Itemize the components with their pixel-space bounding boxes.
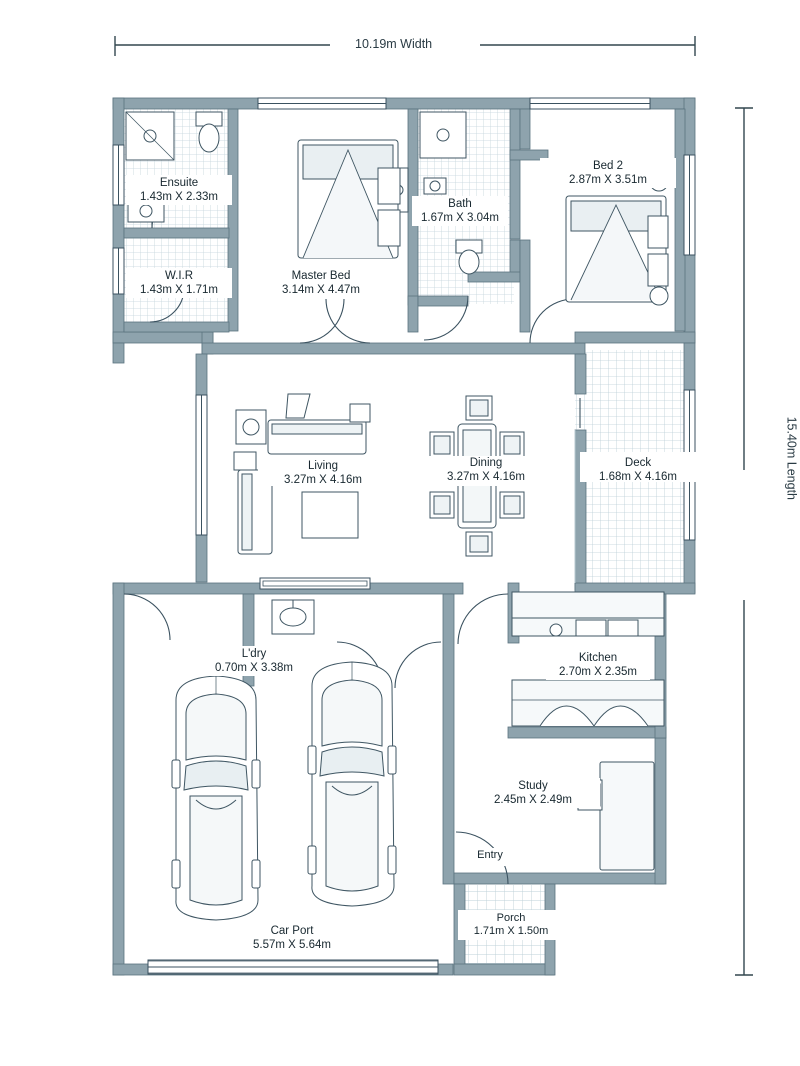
bed2-furniture — [566, 173, 668, 305]
room-name-bath: Bath — [448, 198, 472, 210]
room-dims-laundry: 0.70m X 3.38m — [215, 662, 293, 675]
room-label-kitchen — [544, 651, 652, 679]
room-label-wir — [126, 269, 232, 297]
room-dims-living: 3.27m X 4.16m — [284, 474, 362, 487]
room-dims-kitchen: 2.70m X 2.35m — [559, 666, 637, 679]
room-dims-master-bed: 3.14m X 4.47m — [282, 284, 360, 297]
room-label-master-bed — [256, 269, 386, 297]
room-name-carport: Car Port — [270, 925, 314, 937]
room-label-porch — [456, 912, 566, 939]
room-dims-study: 2.45m X 2.49m — [494, 794, 572, 807]
room-name-porch: Porch — [496, 912, 526, 924]
room-name-laundry: L'dry — [241, 648, 267, 660]
room-dims-deck: 1.68m X 4.16m — [599, 471, 677, 484]
room-label-carport — [220, 924, 364, 952]
room-name-deck: Deck — [624, 457, 652, 469]
car-left — [172, 676, 260, 920]
room-name-wir: W.I.R — [164, 270, 194, 282]
room-name-study: Study — [518, 780, 548, 792]
room-dims-wir: 1.43m X 1.71m — [140, 284, 218, 297]
room-label-laundry — [196, 647, 312, 675]
room-label-living — [256, 459, 390, 487]
dimension-length — [735, 108, 755, 975]
car-right — [308, 662, 396, 906]
room-name-master-bed: Master Bed — [291, 270, 351, 282]
room-dims-ensuite: 1.43m X 2.33m — [140, 191, 218, 204]
room-label-bath — [412, 197, 508, 225]
room-dims-bed2: 2.87m X 3.51m — [569, 174, 647, 187]
room-dims-carport: 5.57m X 5.64m — [253, 939, 331, 952]
master-bed-furniture — [298, 140, 400, 258]
room-name-bed2: Bed 2 — [592, 160, 624, 172]
overall-width-label: 10.19m Width — [355, 37, 433, 51]
room-label-study — [466, 779, 600, 807]
room-label-entry — [464, 849, 516, 862]
room-name-entry: Entry — [477, 849, 503, 861]
room-dims-porch: 1.71m X 1.50m — [473, 925, 549, 938]
room-name-kitchen: Kitchen — [578, 652, 618, 664]
room-dims-bath: 1.67m X 3.04m — [421, 212, 499, 225]
room-name-ensuite: Ensuite — [159, 177, 199, 189]
room-label-deck — [580, 456, 696, 484]
room-label-dining — [420, 456, 552, 484]
room-label-bed2 — [540, 159, 676, 187]
room-dims-dining: 3.27m X 4.16m — [447, 471, 525, 484]
overall-length-label: 15.40m Length — [784, 416, 798, 500]
room-label-ensuite — [126, 176, 232, 204]
room-name-dining: Dining — [469, 457, 503, 469]
laundry-fixtures — [272, 600, 314, 634]
room-name-living: Living — [307, 460, 339, 472]
